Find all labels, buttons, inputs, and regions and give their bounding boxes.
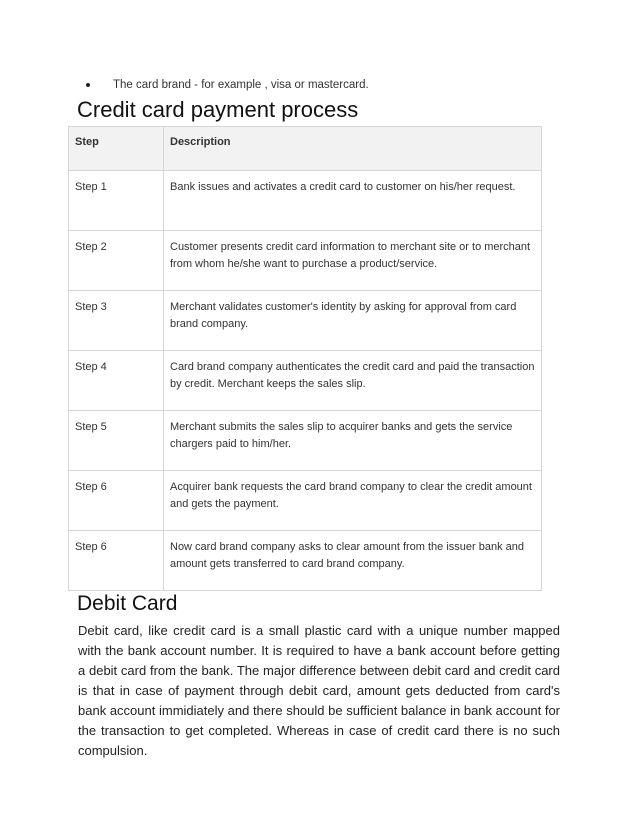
table-row [69, 411, 542, 471]
bullet-item [86, 79, 369, 91]
description-cell: Merchant submits the sales slip to acquirer banks and gets the service chargers paid to him/her. [164, 411, 542, 471]
payment-process-table [68, 126, 542, 591]
debit-card-paragraph: Debit card, like credit card is a small plastic card with a unique number mapped with the bank account number. It is required to have a bank account before getting a debit card from the bank. The major difference between debit card and credit card is that in case of payment through debit card, amount gets deducted from card's bank account immidiately and there should be sufficient balance in bank account for the transaction to get completed. Whereas in case of credit card there is no such compulsion. [78, 623, 560, 758]
step-cell: Step 4 [69, 351, 164, 411]
column-header-step: Step [69, 127, 164, 171]
step-cell: Step 5 [69, 411, 164, 471]
description-cell: Acquirer bank requests the card brand company to clear the credit amount and gets the payment. [164, 471, 542, 531]
description-cell: Now card brand company asks to clear amount from the issuer bank and amount gets transferred to card brand company. [164, 531, 542, 591]
step-cell: Step 6 [69, 471, 164, 531]
description-cell: Card brand company authenticates the credit card and paid the transaction by credit. Merchant keeps the sales slip. [164, 351, 542, 411]
table-row [69, 231, 542, 291]
description-cell: Customer presents credit card information to merchant site or to merchant from whom he/she want to purchase a product/service. [164, 231, 542, 291]
table-row [69, 471, 542, 531]
step-cell: Step 3 [69, 291, 164, 351]
section-title-credit-process: Credit card payment process [77, 97, 359, 122]
table-header-row [69, 127, 542, 171]
step-cell: Step 2 [69, 231, 164, 291]
description-cell: Bank issues and activates a credit card to customer on his/her request. [164, 171, 542, 231]
step-cell: Step 6 [69, 531, 164, 591]
section-title-debit-card: Debit Card [77, 592, 178, 615]
description-cell: Merchant validates customer's identity by asking for approval from card brand company. [164, 291, 542, 351]
table-row [69, 531, 542, 591]
table-row [69, 351, 542, 411]
bullet-dot-icon [86, 83, 90, 87]
table-row [69, 291, 542, 351]
table-row [69, 171, 542, 231]
bullet-text: The card brand - for example , visa or mastercard. [113, 79, 369, 91]
column-header-description: Description [164, 127, 542, 171]
step-cell: Step 1 [69, 171, 164, 231]
